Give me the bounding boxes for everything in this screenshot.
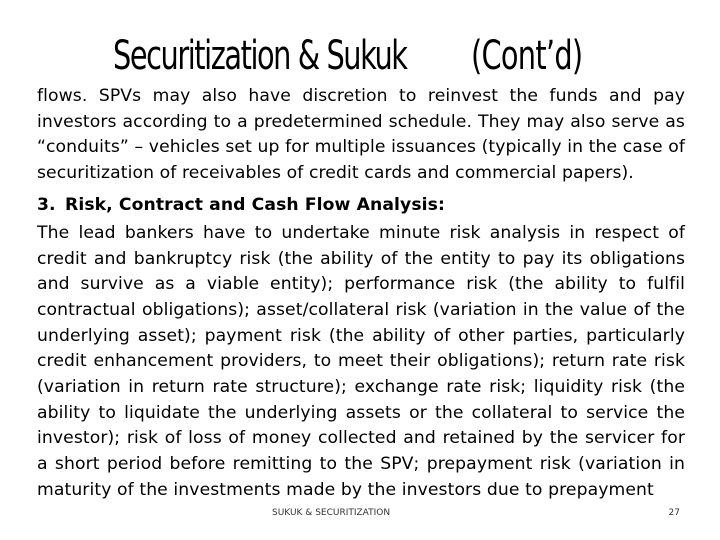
page-number: 27 (668, 508, 680, 518)
paragraph-conduits: flows. SPVs may also have discretion to reinvest the funds and pay investors according to a predetermined schedule. They may also serve as “conduits” – vehicles set up for multiple issuances (typically in the case of securitization of receivables of credit cards and commercial papers). (37, 86, 685, 184)
paragraph-risk-analysis: The lead bankers have to undertake minute risk analysis in respect of credit and bankruptcy risk (the ability of the entity to pay its obligations and survive as a viable entity); performance risk (the ability to fulfil contractual obligations); asset/collateral risk (variation in the value of the underlying asset); payment risk (the ability of other parties, particularly credit enhancement providers, to meet their obligations); return rate risk (variation in return rate structure); exchange rate risk; liquidity risk (the ability to liquidate the underlying assets or the collateral to service the investor); risk of loss of money collected and retained by the servicer for a short period before remitting to the SPV; prepayment risk (variation in maturity of the investments made by the investors due to prepayment (37, 222, 685, 500)
section-number: 3. (37, 194, 56, 215)
section-heading-text: Risk, Contract and Cash Flow Analysis: (65, 194, 445, 215)
title-suffix: (Cont’d) (471, 33, 583, 79)
slide-title (0, 28, 720, 84)
footer-label: SUKUK & SECURITIZATION (272, 508, 391, 518)
slide-body (37, 84, 685, 504)
title-main: Securitization & Sukuk (113, 33, 407, 79)
section-heading-risk-analysis (37, 193, 685, 218)
